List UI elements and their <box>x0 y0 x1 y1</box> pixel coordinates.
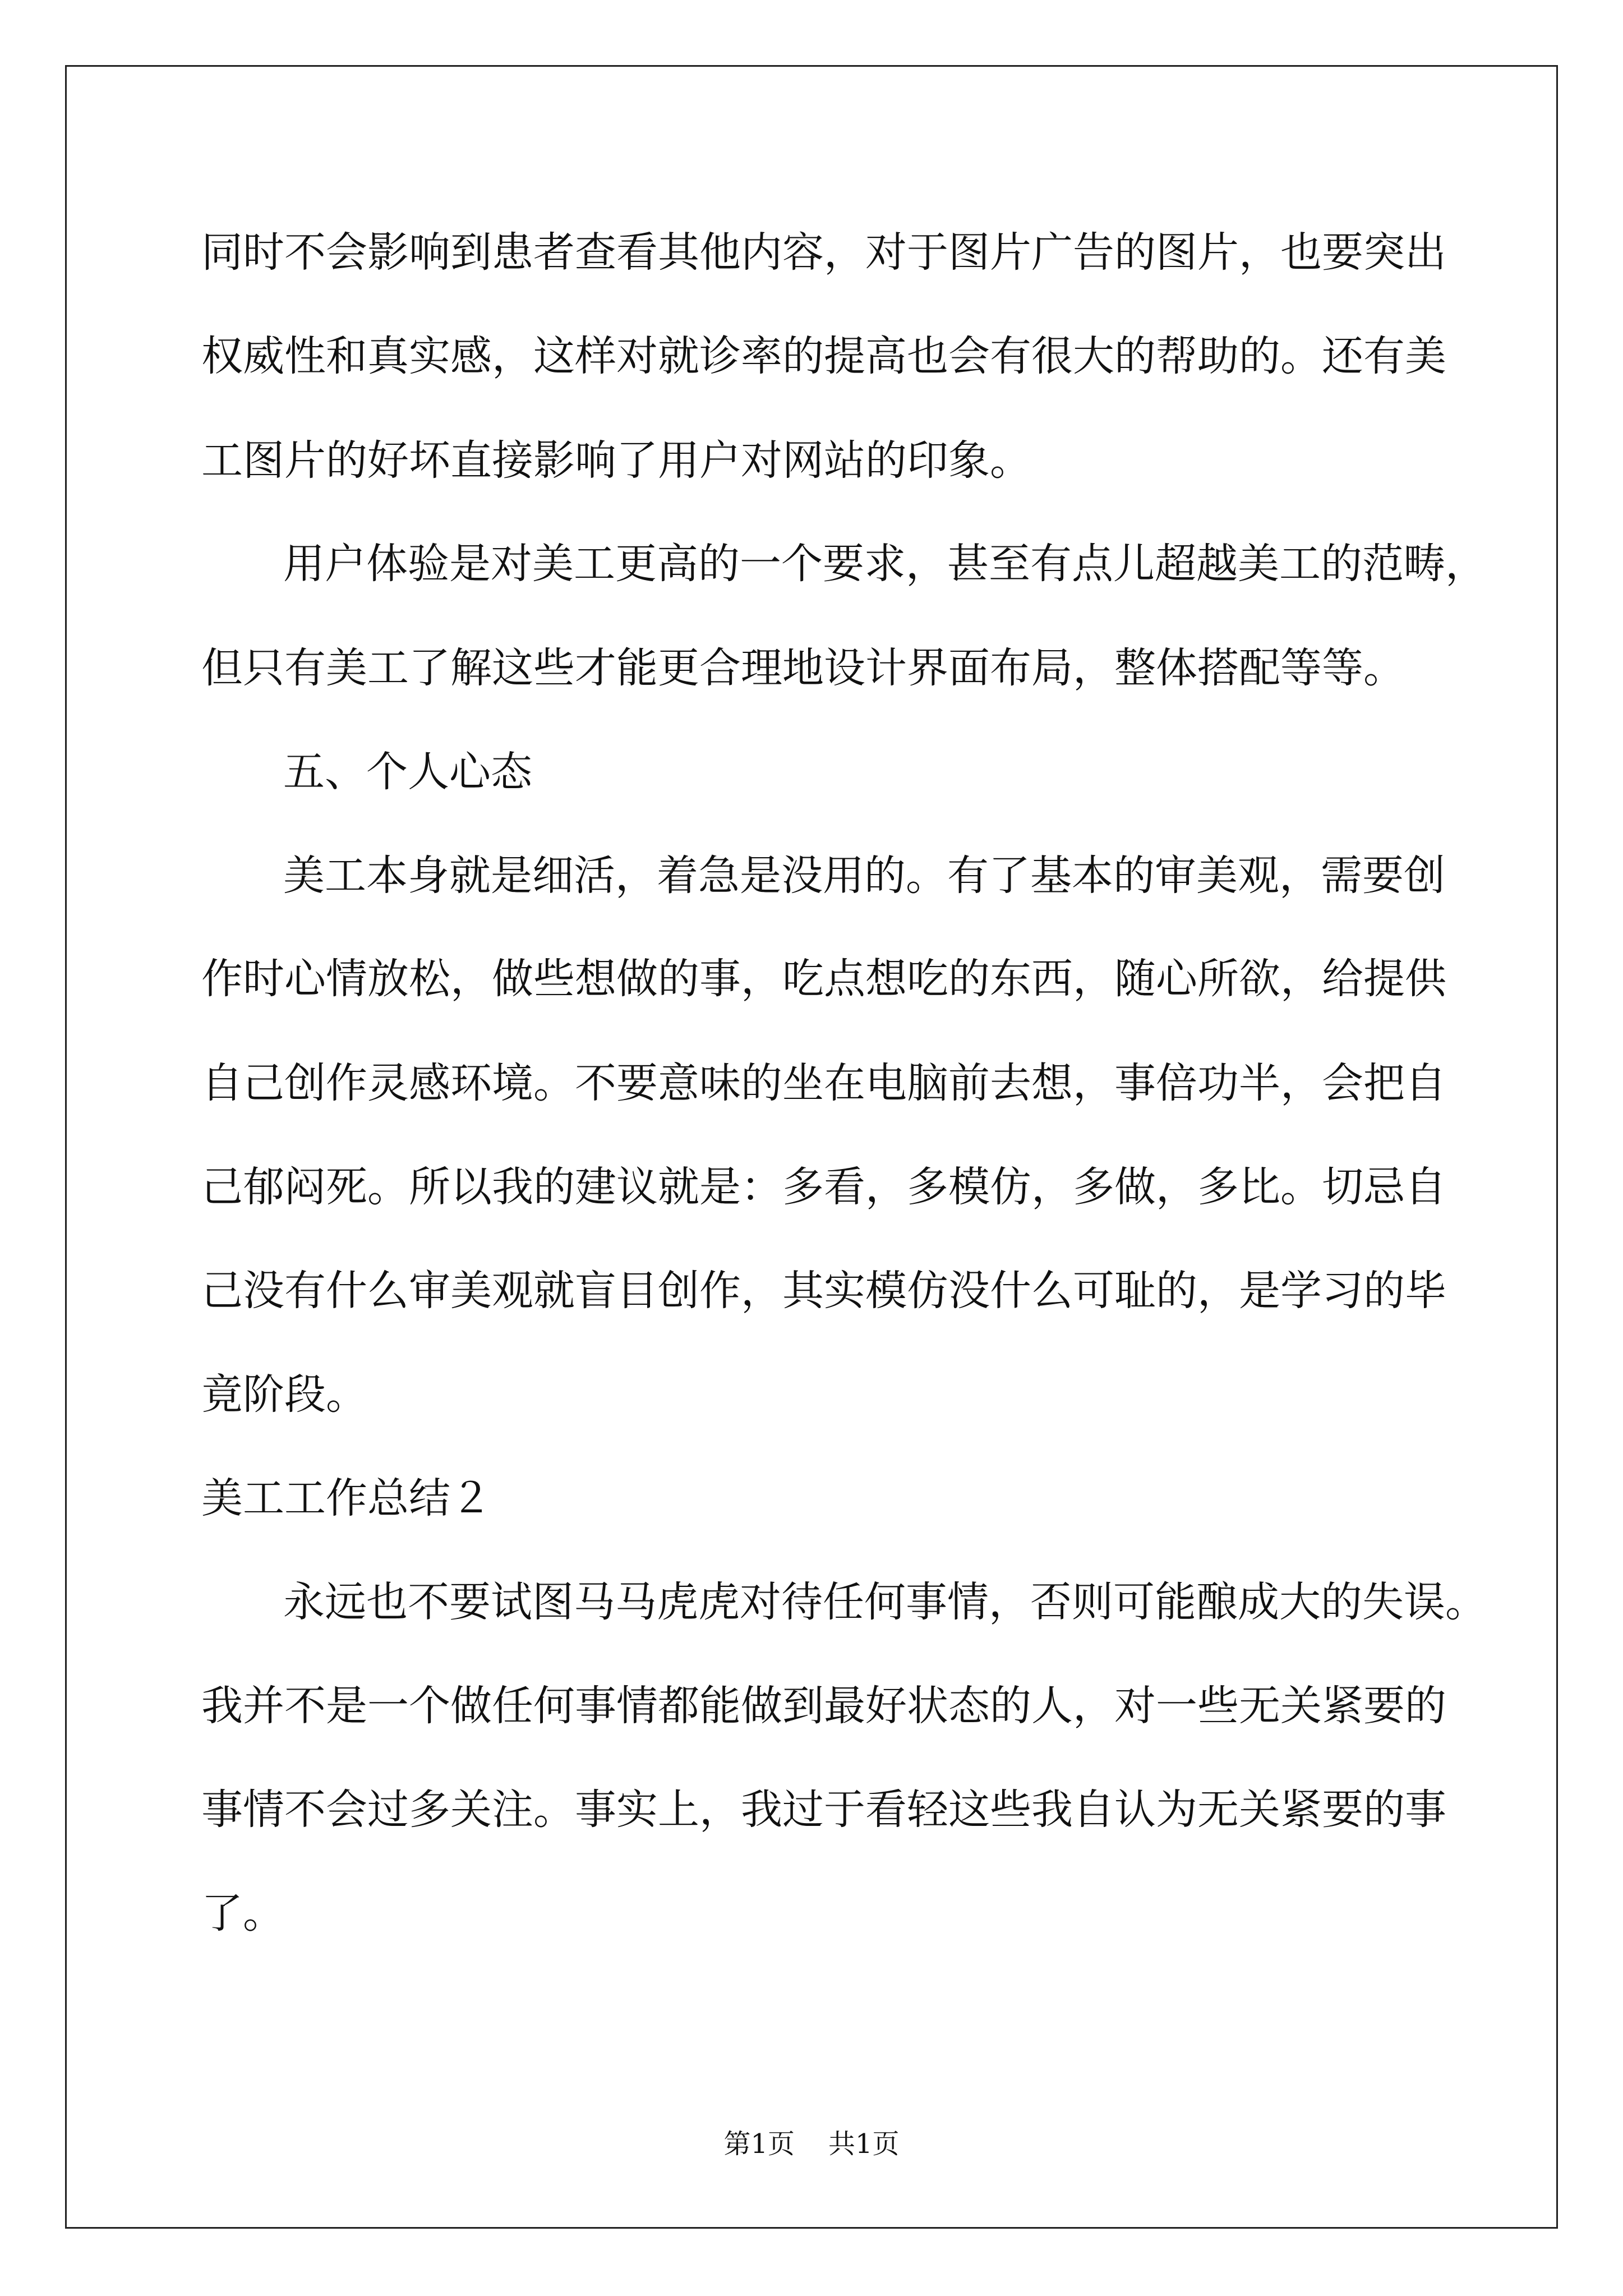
paragraph-line: 美工本身就是细活，着急是没用的。有了基本的审美观，需要创 <box>283 852 1445 900</box>
paragraph-line: 工图片的好坏直接影响了用户对网站的印象。 <box>201 436 1031 485</box>
paragraph-line: 了。 <box>201 1889 284 1938</box>
paragraph-line: 同时不会影响到患者查看其他内容，对于图片广告的图片，也要突出 <box>201 228 1446 277</box>
paragraph-line: 我并不是一个做任何事情都能做到最好状态的人，对一些无关紧要的 <box>201 1682 1446 1730</box>
page-border <box>65 65 1558 2229</box>
paragraph-line: 己没有什么审美观就盲目创作，其实模仿没什么可耻的，是学习的毕 <box>201 1267 1446 1315</box>
paragraph-line: 自己创作灵感环境。不要意味的坐在电脑前去想，事倍功半，会把自 <box>201 1059 1446 1107</box>
paragraph-line: 事情不会过多关注。事实上，我过于看轻这些我自认为无关紧要的事 <box>201 1786 1446 1834</box>
paragraph-line: 作时心情放松，做些想做的事，吃点想吃的东西，随心所欲，给提供 <box>201 955 1446 1003</box>
page-number: 第1页 <box>723 2128 795 2160</box>
paragraph-line: 用户体验是对美工更高的一个要求，甚至有点儿超越美工的范畴， <box>283 540 1487 588</box>
paragraph-line: 己郁闷死。所以我的建议就是：多看，多模仿，多做，多比。切忌自 <box>201 1163 1446 1211</box>
section-heading: 五、个人心态 <box>283 748 532 796</box>
paragraph-line: 权威性和真实感，这样对就诊率的提高也会有很大的帮助的。还有美 <box>201 332 1446 380</box>
page-footer <box>0 2127 1623 2161</box>
page-total: 共1页 <box>828 2128 900 2160</box>
paragraph-line: 但只有美工了解这些才能更合理地设计界面布局，整体搭配等等。 <box>201 644 1405 692</box>
paragraph-line: 永远也不要试图马马虎虎对待任何事情，否则可能酿成大的失误。 <box>283 1578 1487 1626</box>
paragraph-line: 竟阶段。 <box>201 1370 367 1419</box>
document-title: 美工工作总结２ <box>201 1474 492 1522</box>
